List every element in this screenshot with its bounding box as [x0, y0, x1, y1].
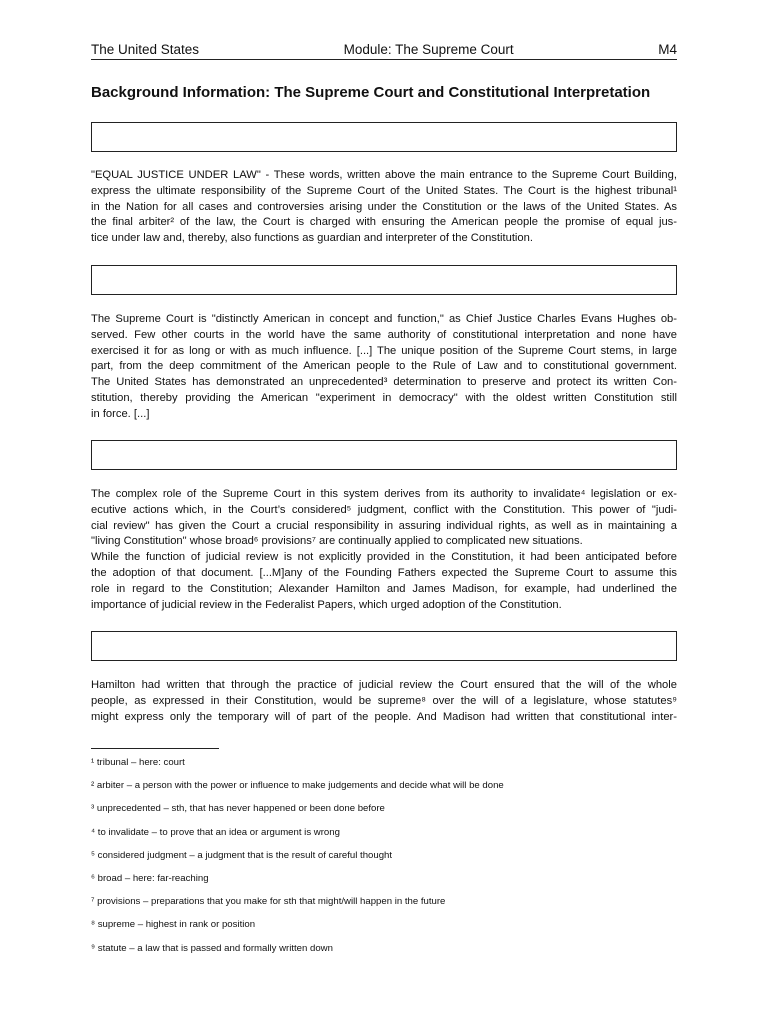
heading-answer-box-4[interactable]	[91, 631, 677, 661]
paragraph-line: cial review" has given the Court a crucial responsibility in assuring individual rights, as well as in maintaining a	[91, 519, 677, 532]
heading-answer-box-3[interactable]	[91, 440, 677, 470]
footnote-item: ⁶ broad – here: far-reaching	[91, 872, 209, 884]
paragraph-line: tice under law and, thereby, also functions as guardian and interpreter of the Constitution.	[91, 232, 533, 245]
header-left: The United States	[91, 42, 200, 57]
running-header	[91, 38, 677, 60]
footnote-item: ⁷ provisions – preparations that you make for sth that might/will happen in the future	[91, 896, 446, 908]
paragraph-line: people, as expressed in their Constitution, would be supreme⁸ over the will of a legislature, whose statutes⁹	[91, 694, 677, 707]
paragraph-line: in the Nation for all cases and controversies arising under the Constitution or the laws of the United States. As	[91, 200, 677, 213]
paragraph-line: The Supreme Court is "distinctly American in concept and function," as Chief Justice Charles Evans Hughes ob-	[91, 313, 677, 325]
paragraph-line: "living Constitution" whose broad⁶ provisions⁷ are continually applied to complicated new situations.	[91, 535, 583, 548]
page-title: Background Information: The Supreme Court and Constitutional Interpretation	[91, 84, 651, 101]
paragraph-line: The United States has demonstrated an unprecedented³ determination to preserve and protect its written Con-	[91, 376, 677, 389]
paragraph-line: Hamilton had written that through the practice of judicial review the Court ensured that the will of the whole	[91, 679, 677, 691]
header-center: Module: The Supreme Court	[343, 42, 514, 57]
paragraph-line: in force. [...]	[91, 407, 150, 420]
footnotes	[91, 756, 677, 965]
footnote-item: ² arbiter – a person with the power or influence to make judgements and decide what will be done	[91, 780, 504, 792]
paragraph-line: "EQUAL JUSTICE UNDER LAW" - These words, written above the main entrance to the Supreme Court Building,	[91, 169, 677, 181]
paragraph-line: part, from the deep commitment of the American people to the Rule of Law and to constitutional government.	[91, 360, 677, 373]
header-right: M4	[658, 42, 677, 57]
document-page	[91, 38, 677, 954]
paragraph-2	[91, 312, 677, 423]
paragraph-line: While the function of judicial review is not explicitly provided in the Constitution, it had been anticipated before	[91, 551, 677, 564]
footnote-separator	[91, 748, 219, 749]
paragraph-line: the adoption of that document. [...M]any of the Founding Fathers expected the Supreme Court to assume this	[91, 566, 677, 579]
paragraph-line: The complex role of the Supreme Court in this system derives from its authority to invalidate⁴ legislation or ex-	[91, 488, 677, 500]
heading-answer-box-2[interactable]	[91, 265, 677, 295]
paragraph-line: exercised it for as long or with as much influence. [...] The unique position of the Supreme Court stems, in large	[91, 344, 677, 357]
paragraph-4	[91, 678, 677, 725]
footnote-item: ⁹ statute – a law that is passed and formally written down	[91, 942, 333, 954]
footnote-item: ⁸ supreme – highest in rank or position	[91, 919, 256, 931]
paragraph-3	[91, 487, 677, 613]
paragraph-line: served. Few other courts in the world have the same authority of constitutional interpretation and none have	[91, 328, 677, 341]
paragraph-line: express the ultimate responsibility of the Supreme Court of the United States. The Court is the highest tribunal¹	[91, 184, 677, 197]
heading-answer-box-1[interactable]	[91, 122, 677, 152]
footnote-item: ⁴ to invalidate – to prove that an idea or argument is wrong	[91, 826, 340, 838]
footnote-item: ¹ tribunal – here: court	[91, 757, 185, 768]
paragraph-line: the final arbiter² of the law, the Court is charged with ensuring the American people the promise of equal jus-	[91, 216, 677, 229]
paragraph-line: role in regard to the Constitution; Alexander Hamilton and James Madison, for example, had underlined the	[91, 582, 677, 595]
paragraph-1	[91, 168, 677, 247]
footnote-item: ⁵ considered judgment – a judgment that is the result of careful thought	[91, 849, 393, 861]
paragraph-line: ecutive actions which, in the Court’s considered⁵ judgment, conflict with the Constitution. This power of "judi-	[91, 503, 677, 516]
paragraph-line: stitution, thereby providing the American "experiment in democracy" with the oldest written Constitution still	[91, 391, 677, 404]
footnote-item: ³ unprecedented – sth, that has never happened or been done before	[91, 803, 385, 815]
paragraph-line: might express only the temporary will of part of the people. And Madison had written that constitutional inter-	[91, 710, 677, 723]
paragraph-line: importance of judicial review in the Federalist Papers, which urged adoption of the Constitution.	[91, 598, 562, 611]
